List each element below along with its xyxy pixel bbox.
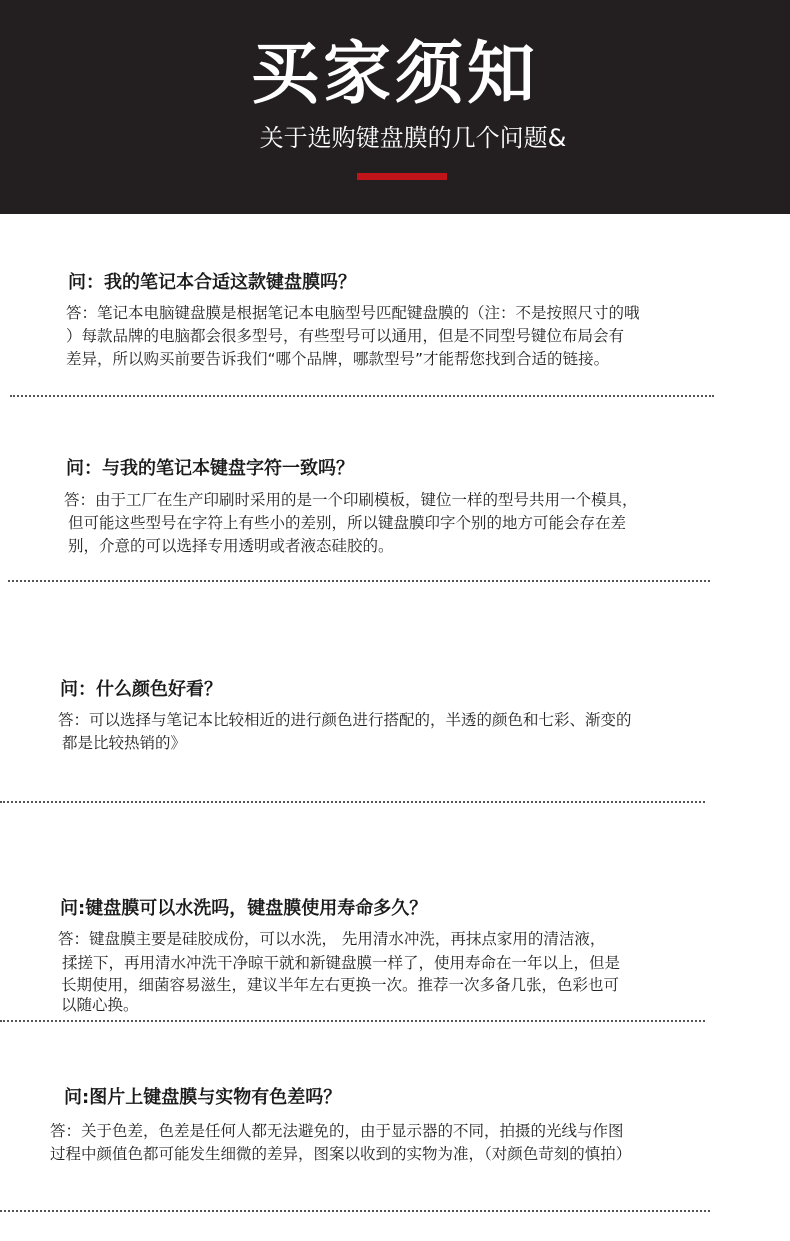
dotted-divider: [0, 1210, 710, 1212]
answer-line: 差异，所以购买前要告诉我们“哪个品牌，哪款型号”才能帮您找到合适的链接。: [66, 350, 610, 368]
page-title: 买家须知: [250, 35, 539, 114]
header-banner: [0, 0, 790, 214]
dotted-divider: [8, 580, 710, 582]
faq-answer: [58, 709, 632, 755]
answer-line: 长期使用，细菌容易滋生，建议半年左右更换一次。推荐一次多备几张，色彩也可: [61, 976, 620, 994]
faq-question: 问：与我的笔记本键盘字符一致吗？: [66, 458, 354, 479]
faq-answer: [66, 302, 640, 371]
accent-divider: [357, 173, 447, 180]
dotted-divider: [10, 395, 714, 397]
answer-line: 过程中颜值色都可能发生细微的差异，图案以收到的实物为准，（对颜色苛刻的慎拍）: [50, 1145, 632, 1163]
page-subtitle: 关于选购键盘膜的几个问题&: [259, 124, 567, 152]
answer-line: 答：键盘膜主要是硅胶成份，可以水洗， 先用清水冲洗，再抹点家用的清洁液，: [58, 930, 606, 948]
answer-line: ）每款品牌的电脑都会很多型号，有些型号可以通用，但是不同型号键位布局会有: [66, 327, 625, 345]
answer-line: 都是比较热销的》: [62, 734, 187, 752]
faq-answer: [58, 929, 620, 1015]
answer-line: 答：关于色差，色差是任何人都无法避免的，由于显示器的不同，拍摄的光线与作图: [50, 1122, 624, 1140]
faq-answer: [64, 489, 638, 558]
dotted-divider: [0, 801, 705, 803]
answer-line: 揉搓下，再用清水冲洗干净晾干就和新键盘膜一样了，使用寿命在一年以上，但是: [62, 954, 621, 972]
answer-line: 别，介意的可以选择专用透明或者液态硅胶的。: [68, 537, 394, 555]
answer-line: 答：可以选择与笔记本比较相近的进行颜色进行搭配的，半透的颜色和七彩、渐变的: [58, 711, 632, 729]
faq-question: 问：什么颜色好看？: [60, 679, 222, 700]
dotted-divider: [0, 1020, 705, 1022]
faq-answer: [50, 1120, 631, 1166]
answer-line: 答：由于工厂在生产印刷时采用的是一个印刷模板，键位一样的型号共用一个模具，: [64, 491, 638, 509]
faq-question: 问:键盘膜可以水洗吗，键盘膜使用寿命多久？: [60, 898, 428, 919]
answer-line: 答：笔记本电脑键盘膜是根据笔记本电脑型号匹配键盘膜的（注：不是按照尺寸的哦: [66, 304, 640, 322]
faq-question: 问：我的笔记本合适这款键盘膜吗？: [68, 272, 356, 293]
answer-line: 但可能这些型号在字符上有些小的差别，所以键盘膜印字个别的地方可能会存在差: [68, 514, 627, 532]
faq-question: 问:图片上键盘膜与实物有色差吗？: [64, 1087, 342, 1108]
answer-line: 以随心换。: [61, 996, 139, 1014]
